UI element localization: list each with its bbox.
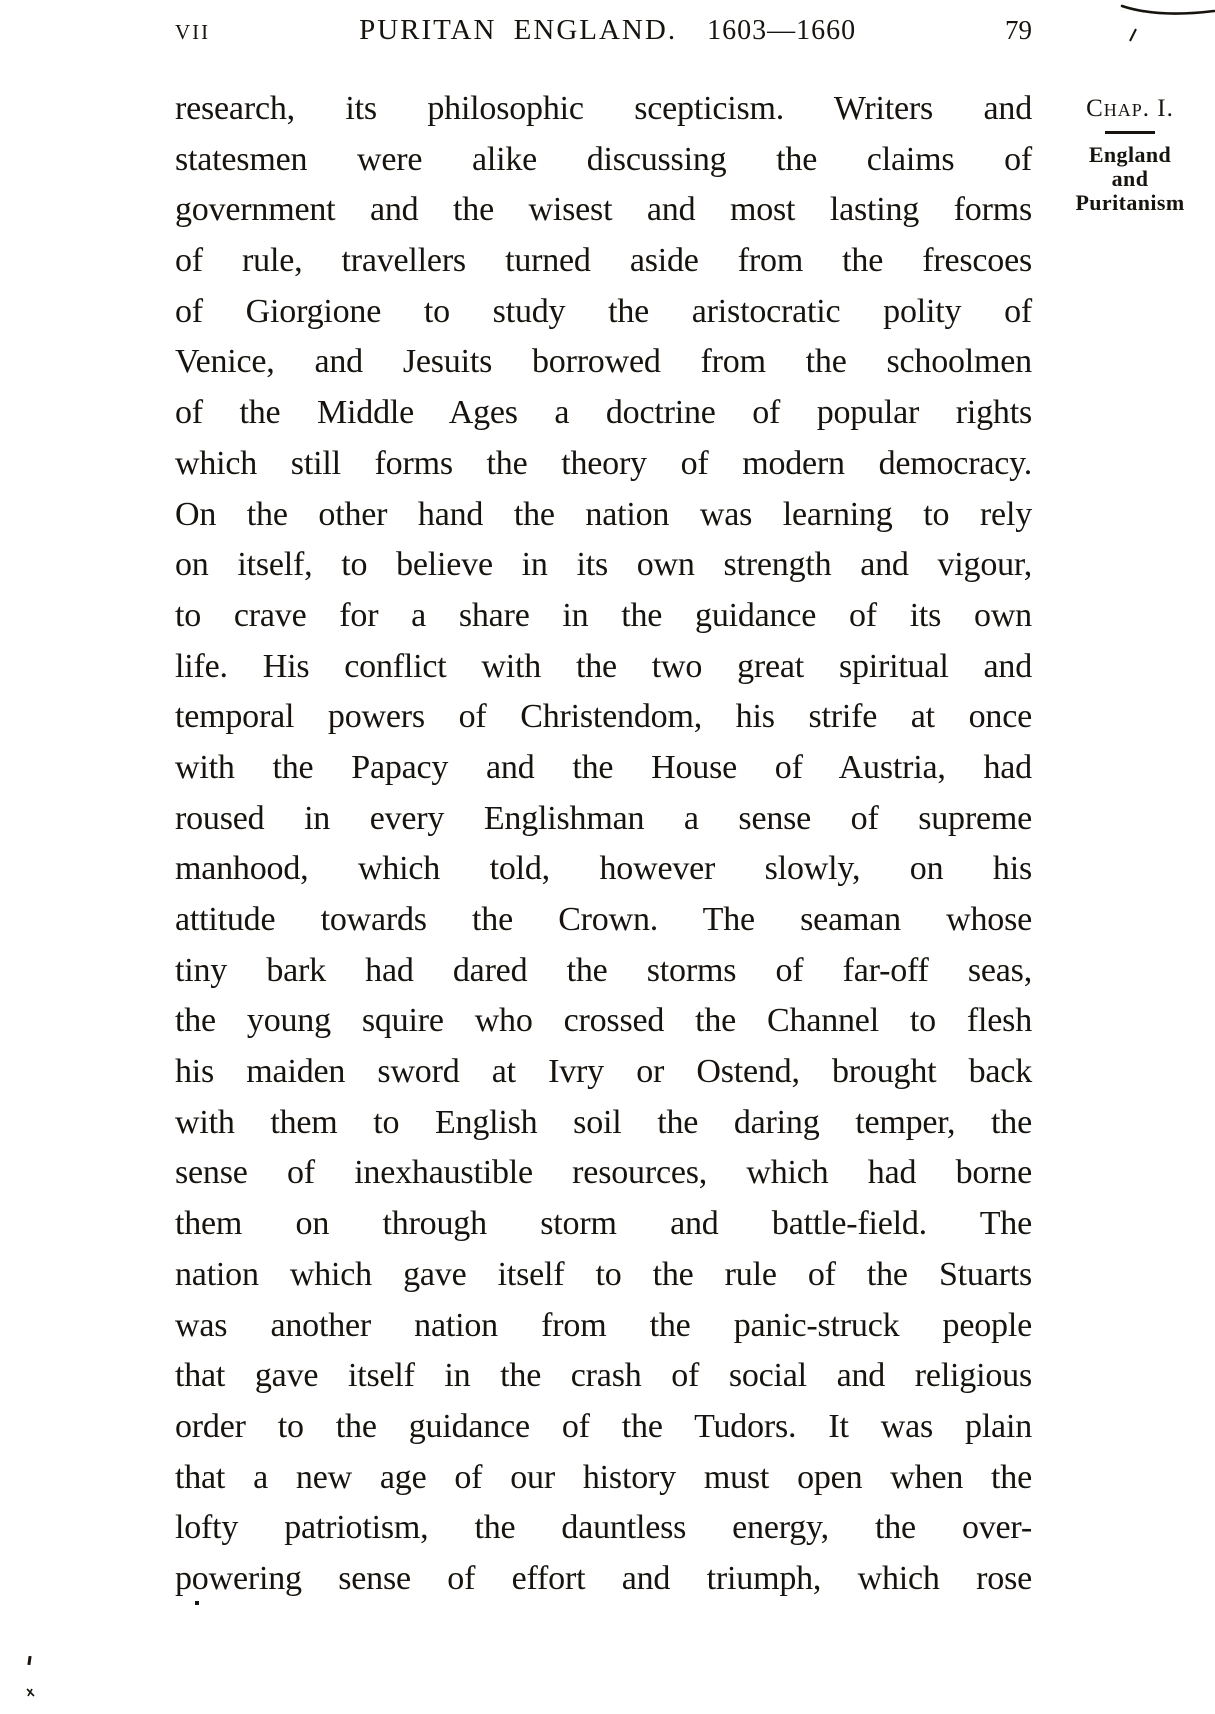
margin-note xyxy=(1056,96,1204,215)
body-line: which still forms the theory of modern democracy. xyxy=(175,444,1032,482)
body-line: On the other hand the nation was learning to rely xyxy=(175,495,1032,533)
body-line: sense of inexhaustible resources, which had borne xyxy=(175,1154,1032,1192)
body-line: the young squire who crossed the Channel to flesh xyxy=(175,1002,1032,1040)
body-line: life. His conflict with the two great spiritual and xyxy=(175,647,1032,685)
body-line: his maiden sword at Ivry or Ostend, brought back xyxy=(175,1053,1032,1091)
body-line: of Giorgione to study the aristocratic polity of xyxy=(175,292,1032,330)
body-line: order to the guidance of the Tudors. It was plain xyxy=(175,1407,1032,1445)
body-text xyxy=(175,84,1032,1605)
body-line: with them to English soil the daring temper, the xyxy=(175,1103,1032,1141)
body-line: roused in every Englishman a sense of supreme xyxy=(175,799,1032,837)
scan-artifact-slash xyxy=(1126,27,1140,43)
body-line: of rule, travellers turned aside from the frescoes xyxy=(175,242,1032,280)
body-line: research, its philosophic scepticism. Writers and xyxy=(175,90,1032,127)
scan-artifact-speck xyxy=(26,1688,35,1697)
body-line: powering sense of effort and triumph, which rose xyxy=(175,1559,1032,1597)
body-line: that gave itself in the crash of social and religious xyxy=(175,1357,1032,1395)
margin-rule xyxy=(1105,131,1155,134)
body-line: statesmen were alike discussing the claims of xyxy=(175,140,1032,178)
body-line: was another nation from the panic-struck people xyxy=(175,1306,1032,1344)
scan-artifact-speck xyxy=(27,1656,31,1665)
running-header xyxy=(175,14,1032,47)
body-line: manhood, which told, however slowly, on his xyxy=(175,850,1032,888)
margin-note-line: and xyxy=(1111,166,1149,191)
date-range: 1603—1660 xyxy=(707,15,857,46)
body-line: that a new age of our history must open when the xyxy=(175,1458,1032,1496)
body-line: with the Papacy and the House of Austria, had xyxy=(175,748,1032,786)
body-line: attitude towards the Crown. The seaman whose xyxy=(175,901,1032,938)
running-title: PURITAN ENGLAND. xyxy=(359,14,678,46)
body-line: to crave for a share in the guidance of its own xyxy=(175,596,1032,634)
page-number: 79 xyxy=(1005,15,1032,45)
body-line: temporal powers of Christendom, his strife at once xyxy=(175,698,1032,736)
chapter-label: Chap. I. xyxy=(1086,95,1174,122)
margin-note-line: Puritanism xyxy=(1075,190,1185,215)
body-line: on itself, to believe in its own strength and vigour, xyxy=(175,546,1032,584)
body-line: government and the wisest and most lasting forms xyxy=(175,191,1032,229)
margin-note-line: England xyxy=(1088,142,1172,167)
body-line: Venice, and Jesuits borrowed from the schoolmen xyxy=(175,343,1032,381)
body-line: tiny bark had dared the storms of far-off seas, xyxy=(175,951,1032,989)
body-line: of the Middle Ages a doctrine of popular rights xyxy=(175,394,1032,432)
chapter-numeral: VII xyxy=(175,20,211,44)
body-line: nation which gave itself to the rule of the Stuarts xyxy=(175,1255,1032,1293)
body-line: them on through storm and battle-field. The xyxy=(175,1205,1032,1243)
running-title-group xyxy=(359,14,856,47)
body-line: lofty patriotism, the dauntless energy, the over- xyxy=(175,1509,1032,1547)
scan-artifact-curve xyxy=(1118,0,1215,22)
